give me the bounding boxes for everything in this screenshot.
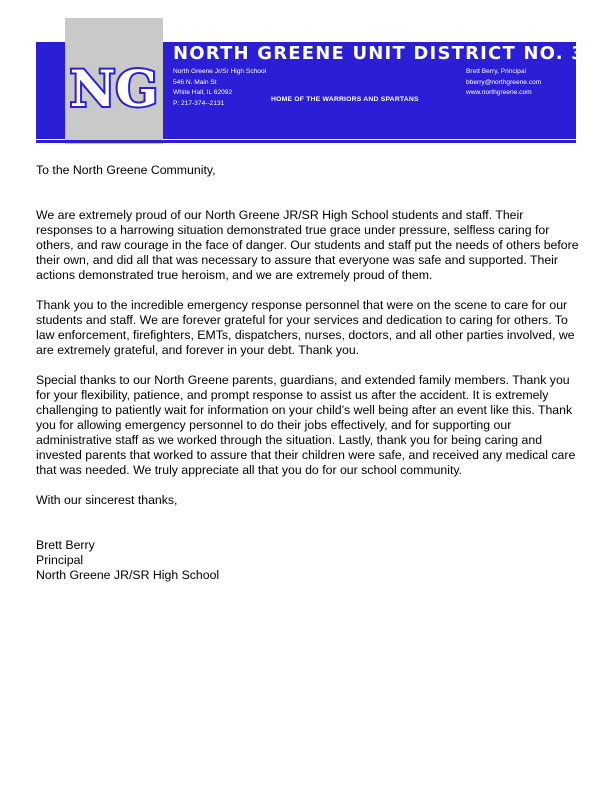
district-title: NORTH GREENE UNIT DISTRICT NO. 3 <box>173 43 585 64</box>
svg-text:NG: NG <box>69 59 159 114</box>
principal-contact <box>466 67 541 99</box>
signer-title: Principal <box>36 553 84 567</box>
signer-name: Brett Berry <box>36 538 95 552</box>
signer-school: North Greene JR/SR High School <box>36 568 220 582</box>
school-contact <box>173 67 266 110</box>
letterhead-rule <box>36 140 576 143</box>
principal-name: Brett Berry, Principal <box>466 68 526 75</box>
school-phone: P: 217-374--2131 <box>173 100 225 108</box>
letter-paragraph: We are extremely proud of our North Greene JR/SR High School students and staff. Their responses to a harrowing situation demonstrated true grace under pressure, selfless caring for others, and raw courage in the face of danger. Our students and staff put the needs of others before their own, and did all that was necessary to assure that everyone was safe and supported. Their actions demonstrated true heroism, and we are extremely proud of them. <box>36 208 579 282</box>
letter-body <box>36 163 581 583</box>
letter-closing: With our sincerest thanks, <box>36 493 178 507</box>
letter-paragraph: Thank you to the incredible emergency response personnel that were on the scene to care for our students and staff. We are forever grateful for your services and dedication to caring for others. To law enforcement, firefighters, EMTs, dispatchers, nurses, doctors, and all other parties involved, we are extremely grateful, and forever in your debt. Thank you. <box>36 298 575 357</box>
district-logo <box>66 56 162 114</box>
district-motto: HOME OF THE WARRIORS AND SPARTANS <box>271 96 419 103</box>
school-city: White Hall, IL 62092 <box>173 89 233 97</box>
school-street: 546 N. Main St <box>173 78 217 86</box>
letter-paragraph: Special thanks to our North Greene parents, guardians, and extended family members. Thank you for your flexibility, patience, and prompt response to assist us after the accident. It is extremely challenging to patiently wait for information on your child’s well being after an event like this. Thank you for allowing emergency personnel to do their jobs effectively, and for supporting our administrative staff as we worked through the situation. Lastly, thank you for being caring and invested parents that worked to assure that their children were safe, and received any medical care that was needed. We truly appreciate all that you do for our school community. <box>36 373 576 477</box>
signature-block <box>36 538 581 583</box>
district-website[interactable]: www.northgreene.com <box>466 89 532 97</box>
school-name: North Greene Jr/Sr High School <box>173 68 267 75</box>
principal-email[interactable]: bberry@northgreene.com <box>466 78 542 86</box>
letterhead <box>36 18 585 126</box>
letter-greeting: To the North Greene Community, <box>36 163 216 177</box>
